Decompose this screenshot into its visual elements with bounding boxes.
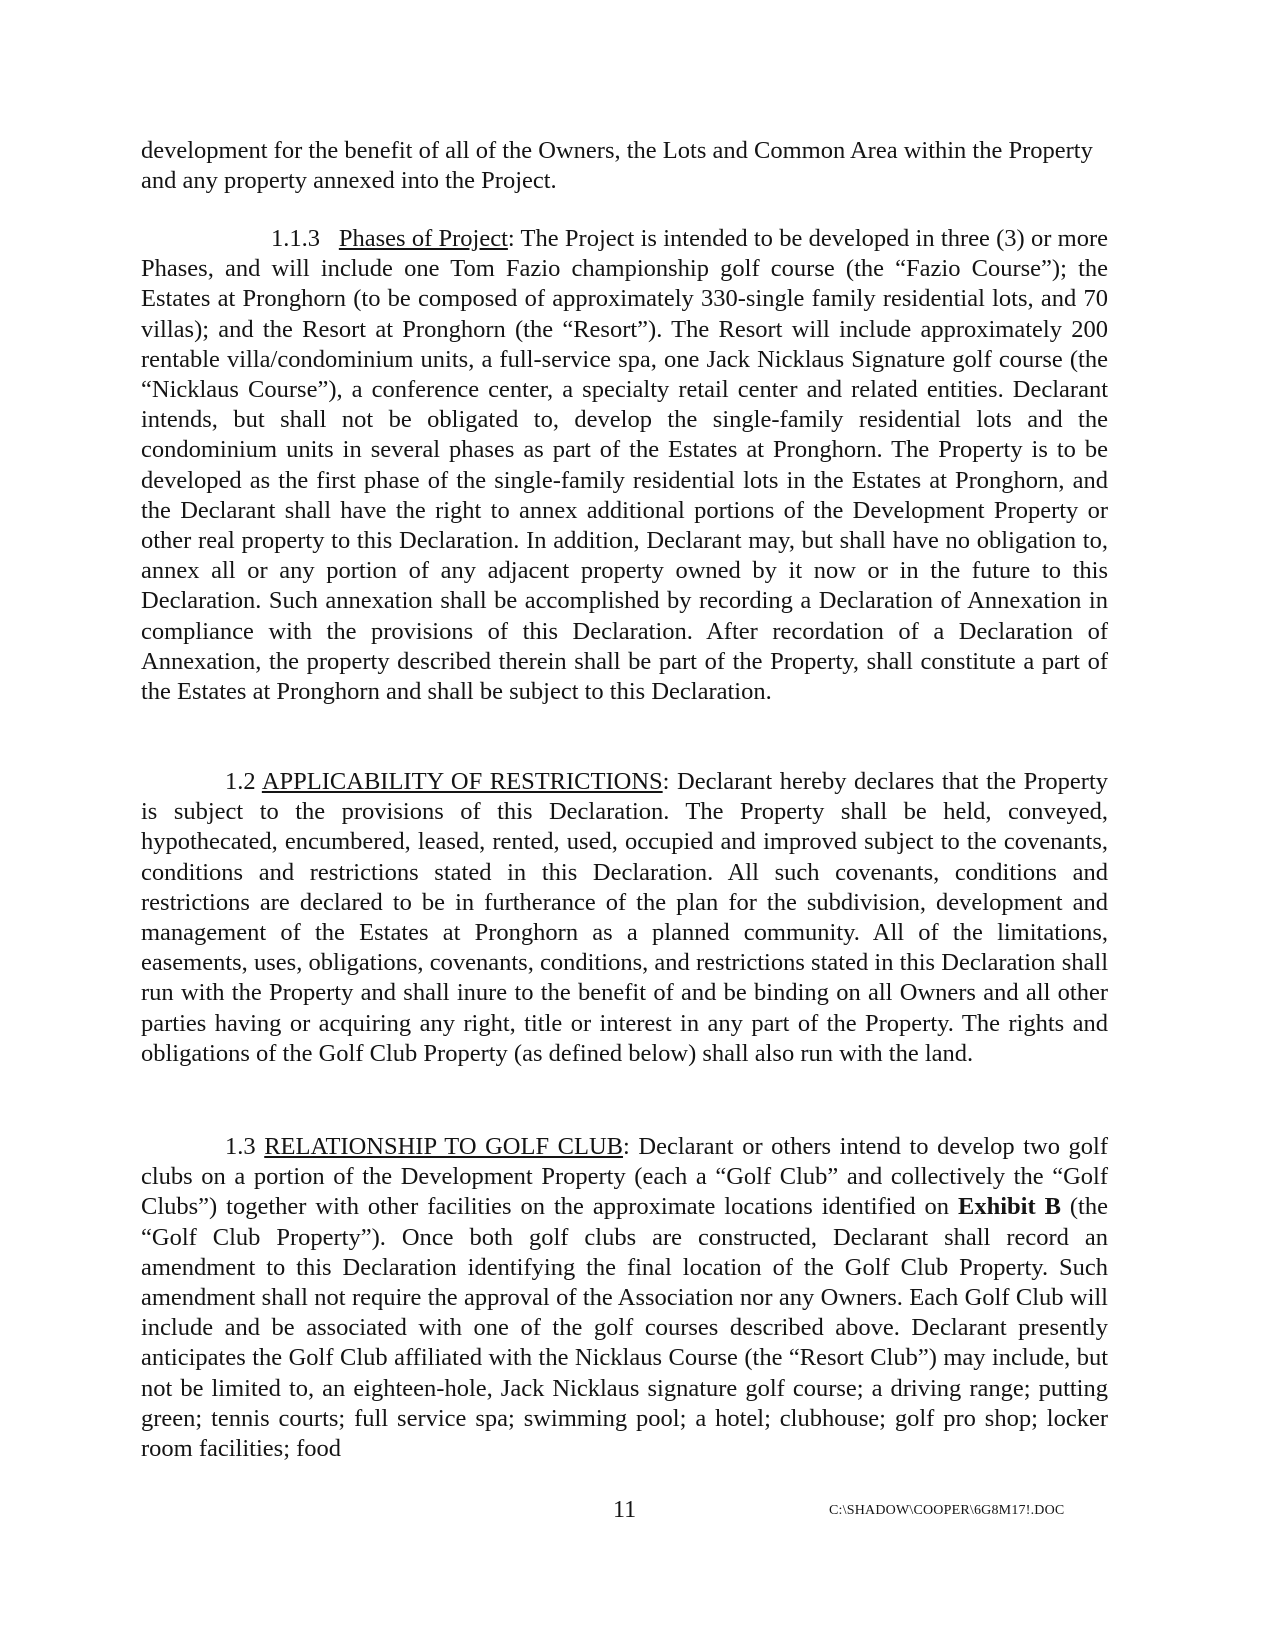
section-1-3-body-before-exhibit: : Declarant or others intend to develop two golf clubs on a portion of the Development Property (each a “Golf Club” and collectively the “Golf Clubs”) together with other facilities on the approximate locations identified on	[141, 1133, 1109, 1221]
section-1-1-3-heading: Phases of Project	[338, 225, 508, 252]
section-1-1-3-paragraph	[141, 224, 1108, 707]
intro-paragraph-text: development for the benefit of all of the Owners, the Lots and Common Area within the Property and any property annexed into the Project.	[141, 137, 1093, 195]
section-1-3-body-after-exhibit: (the “Golf Club Property”). Once both golf clubs are constructed, Declarant shall record an amendment to this Declaration identifying the final location of the Golf Club Property. Such amendment shall not require the approval of the Association nor any Owners. Each Golf Club will include and be associated with one of the golf courses described above. Declarant presently anticipates the Golf Club affiliated with the Nicklaus Course (the “Resort Club”) may include, but not be limited to, an eighteen-hole, Jack Nicklaus signature golf course; a driving range; putting green; tennis courts; full service spa; swimming pool; a hotel; clubhouse; golf pro shop; locker room facilities; food	[141, 1193, 1108, 1463]
section-1-3-paragraph	[141, 1132, 1108, 1464]
section-1-2-heading: APPLICABILITY OF RESTRICTIONS	[261, 768, 663, 795]
section-1-3-number: 1.3	[225, 1133, 256, 1160]
section-1-1-3-number: 1.1.3	[271, 225, 320, 252]
intro-paragraph	[141, 136, 1108, 196]
section-1-1-3-body: : The Project is intended to be developed in three (3) or more Phases, and will include one Tom Fazio championship golf course (the “Fazio Course”); the Estates at Pronghorn (to be composed of approximately 330-single family residential lots, and 70 villas); and the Resort at Pronghorn (the “Resort”). The Resort will include approximately 200 rentable villa/condominium units, a full-service spa, one Jack Nicklaus Signature golf course (the “Nicklaus Course”), a conference center, a specialty retail center and related entities. Declarant intends, but shall not be obligated to, develop the single-family residential lots and the condominium units in several phases as part of the Estates at Pronghorn. The Property is to be developed as the first phase of the single-family residential lots in the Estates at Pronghorn, and the Declarant shall have the right to annex additional portions of the Development Property or other real property to this Declaration. In addition, Declarant may, but shall have no obligation to, annex all or any portion of any adjacent property owned by it now or in the future to this Declaration. Such annexation shall be accomplished by recording a Declaration of Annexation in compliance with the provisions of this Declaration. After recordation of a Declaration of Annexation, the property described therein shall be part of the Property, shall constitute a part of the Estates at Pronghorn and shall be subject to this Declaration.	[141, 225, 1109, 706]
page-number: 11	[613, 1497, 637, 1523]
section-1-2-number: 1.2	[225, 768, 256, 795]
section-1-2-body: : Declarant hereby declares that the Property is subject to the provisions of this Declaration. The Property shall be held, conveyed, hypothecated, encumbered, leased, rented, used, occupied and improved subject to the covenants, conditions and restrictions stated in this Declaration. All such covenants, conditions and restrictions are declared to be in furtherance of the plan for the subdivision, development and management of the Estates at Pronghorn as a planned community. All of the limitations, easements, uses, obligations, covenants, conditions, and restrictions stated in this Declaration shall run with the Property and shall inure to the benefit of and be binding on all Owners and all other parties having or acquiring any right, title or interest in any part of the Property. The rights and obligations of the Golf Club Property (as defined below) shall also run with the land.	[141, 768, 1109, 1067]
document-file-path: C:\SHADOW\COOPER\6G8M17!.DOC	[829, 1503, 1065, 1518]
exhibit-b-reference: Exhibit B	[958, 1193, 1061, 1221]
section-1-2-paragraph	[141, 767, 1108, 1069]
section-1-3-heading: RELATIONSHIP TO GOLF CLUB	[264, 1133, 624, 1160]
